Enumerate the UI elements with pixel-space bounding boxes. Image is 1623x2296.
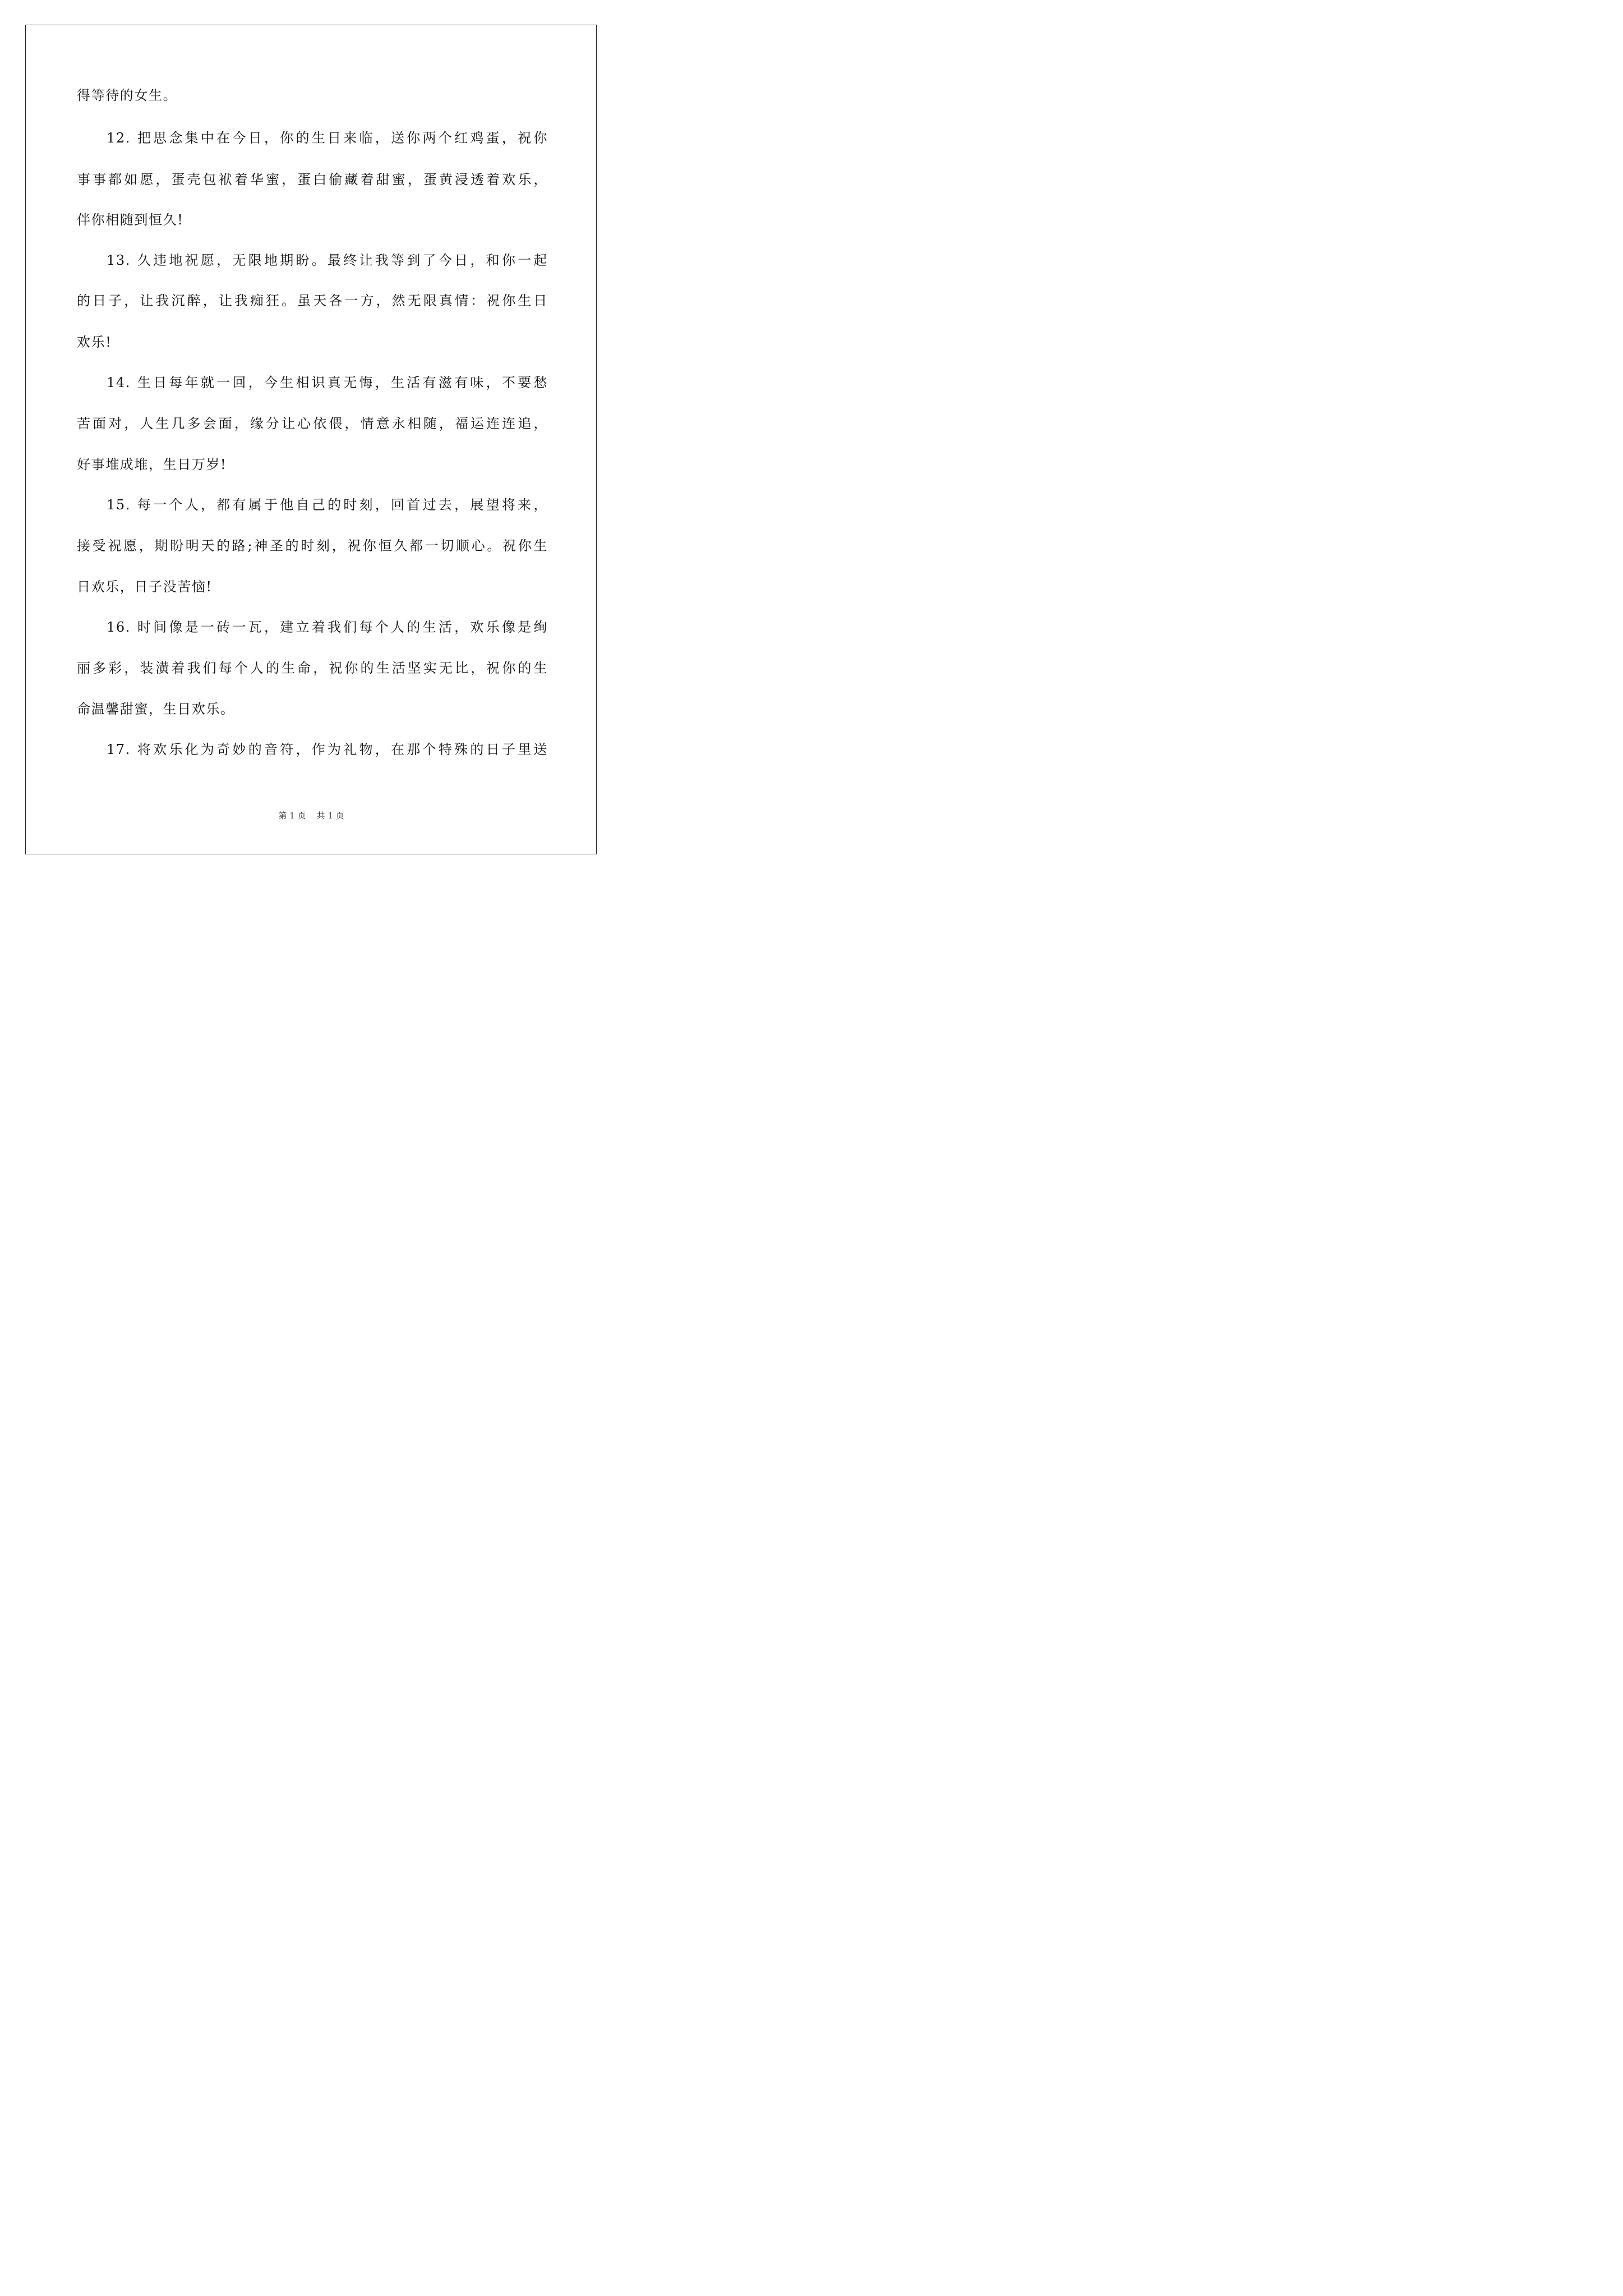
paragraph-17-line-1: 17. 将欢乐化为奇妙的音符，作为礼物，在那个特殊的日子里送 bbox=[107, 742, 548, 757]
paragraph-16-line-3: 命温馨甜蜜，生日欢乐。 bbox=[77, 701, 235, 717]
paragraph-13-line-3: 欢乐! bbox=[77, 334, 112, 350]
paragraph-12-line-2: 事事都如愿，蛋壳包袱着华蜜，蛋白偷藏着甜蜜，蛋黄浸透着欢乐， bbox=[77, 172, 548, 187]
page-border bbox=[25, 25, 597, 854]
paragraph-13-line-2: 的日子，让我沉醉，让我痴狂。虽天各一方，然无限真情：祝你生日 bbox=[77, 293, 548, 309]
paragraph-15-line-1: 15. 每一个人，都有属于他自己的时刻，回首过去，展望将来， bbox=[107, 497, 548, 513]
page-number-label: 第 1 页 共 1 页 bbox=[278, 811, 344, 821]
paragraph-13-line-1: 13. 久违地祝愿，无限地期盼。最终让我等到了今日，和你一起 bbox=[107, 252, 548, 268]
paragraph-16-line-1: 16. 时间像是一砖一瓦，建立着我们每个人的生活，欢乐像是绚 bbox=[107, 619, 548, 635]
paragraph-12-line-3: 伴你相随到恒久! bbox=[77, 212, 184, 228]
paragraph-12-line-1: 12. 把思念集中在今日，你的生日来临，送你两个红鸡蛋，祝你 bbox=[107, 130, 548, 146]
text-line: 得等待的女生。 bbox=[77, 88, 178, 103]
page-number-footer bbox=[0, 810, 623, 821]
paragraph-14-line-1: 14. 生日每年就一回，今生相识真无悔，生活有滋有味，不要愁 bbox=[107, 375, 548, 390]
paragraph-14-line-3: 好事堆成堆，生日万岁! bbox=[77, 457, 227, 472]
paragraph-14-line-2: 苦面对，人生几多会面，缘分让心依偎，情意永相随，福运连连追， bbox=[77, 416, 548, 431]
paragraph-15-line-2: 接受祝愿，期盼明天的路;神圣的时刻，祝你恒久都一切顺心。祝你生 bbox=[77, 538, 548, 554]
paragraph-16-line-2: 丽多彩，装潢着我们每个人的生命，祝你的生活坚实无比，祝你的生 bbox=[77, 660, 548, 676]
paragraph-15-line-3: 日欢乐，日子没苦恼! bbox=[77, 579, 213, 595]
